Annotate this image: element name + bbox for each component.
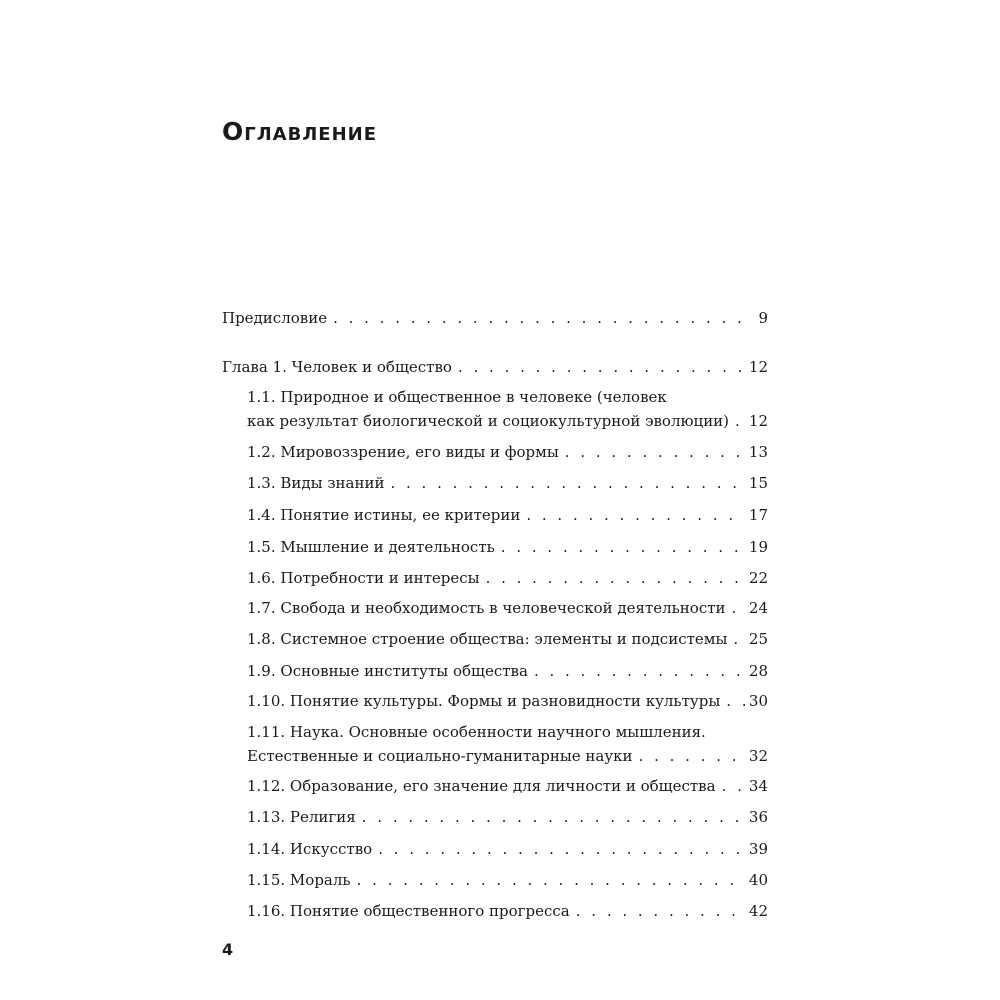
toc-entry-1-2: [247, 440, 768, 464]
toc-entry-page: 40: [748, 871, 768, 889]
dot-leader: [576, 899, 745, 923]
toc-entry-page: 17: [748, 506, 768, 524]
toc-entry-1-8: [247, 627, 768, 651]
toc-entry-page: 34: [748, 777, 768, 795]
toc-entry-1-11: [247, 720, 768, 768]
toc-entry-label-line1: 1.11. Наука. Основные особенности научного мышления.: [247, 723, 706, 741]
dot-leader: [735, 409, 745, 433]
toc-entry-1-14: [247, 837, 768, 861]
toc-entry-1-3: [247, 471, 768, 495]
toc-entry-1-1: [247, 385, 768, 433]
dot-leader: [458, 355, 745, 379]
toc-entry-page: 28: [748, 662, 768, 680]
toc-entry-label: 1.13. Религия: [247, 808, 356, 826]
toc-entry-label: как результат биологической и социокультурной эволюции): [247, 412, 730, 430]
toc-entry-page: 19: [748, 538, 768, 556]
toc-entry-label: 1.16. Понятие общественного прогресса: [247, 902, 570, 920]
toc-entry-page: 13: [748, 443, 768, 461]
toc-entry-page: 22: [748, 569, 768, 587]
toc-entry-page: 9: [758, 309, 768, 327]
dot-leader: [390, 471, 744, 495]
toc-entry-1-16: [247, 899, 768, 923]
toc-entry-label-line1: 1.1. Природное и общественное в человеке (человек: [247, 388, 667, 406]
toc-entry-1-15: [247, 868, 768, 892]
toc-entry-label: 1.14. Искусство: [247, 840, 373, 858]
dot-leader: [362, 805, 745, 829]
toc-entry-chapter-1: [222, 355, 768, 379]
toc-entry-1-13: [247, 805, 768, 829]
toc-entry-page: 32: [748, 747, 768, 765]
toc-entry-page: 39: [748, 840, 768, 858]
dot-leader: [732, 596, 745, 620]
toc-entry-label: 1.12. Образование, его значение для личности и общества: [247, 777, 716, 795]
toc-entry-label: 1.2. Мировоззрение, его виды и формы: [247, 443, 559, 461]
toc-entry-1-10: [247, 689, 768, 713]
toc-entry-1-6: [247, 566, 768, 590]
dot-leader: [722, 774, 745, 798]
toc-entry-1-12: [247, 774, 768, 798]
dot-leader: [501, 535, 745, 559]
toc-entry-label: Глава 1. Человек и общество: [222, 358, 452, 376]
toc-entry-page: 30: [748, 692, 768, 710]
toc-entry-label: 1.3. Виды знаний: [247, 474, 385, 492]
dot-leader: [534, 659, 745, 683]
page-number: 4: [222, 940, 234, 959]
dot-leader: [486, 566, 745, 590]
dot-leader: [565, 440, 745, 464]
toc-entry-label: 1.9. Основные институты общества: [247, 662, 528, 680]
toc-entry-1-4: [247, 503, 768, 527]
toc-entry-page: 25: [748, 630, 768, 648]
toc-entry-page: 24: [748, 599, 768, 617]
dot-leader: [357, 868, 745, 892]
toc-entry-label: 1.7. Свобода и необходимость в человеческой деятельности: [247, 599, 726, 617]
toc-entry-label: 1.4. Понятие истины, ее критерии: [247, 506, 521, 524]
toc-entry-page: 15: [748, 474, 768, 492]
dot-leader: [526, 503, 745, 527]
dot-leader: [733, 627, 745, 651]
toc-entry-label: Естественные и социально-гуманитарные науки: [247, 747, 633, 765]
dot-leader: [378, 837, 745, 861]
toc-entry-label: 1.8. Системное строение общества: элементы и подсистемы: [247, 630, 728, 648]
toc-entry-label: 1.6. Потребности и интересы: [247, 569, 480, 587]
dot-leader: [726, 689, 745, 713]
page-title: Оглавление: [222, 117, 377, 146]
toc-entry-label: 1.5. Мышление и деятельность: [247, 538, 495, 556]
toc-entry-label: 1.15. Мораль: [247, 871, 351, 889]
toc-entry-1-5: [247, 535, 768, 559]
toc-entry-page: 36: [748, 808, 768, 826]
dot-leader: [333, 306, 754, 330]
toc-entry-preface: [222, 306, 768, 330]
toc-entry-label: 1.10. Понятие культуры. Формы и разновидности культуры: [247, 692, 721, 710]
toc-entry-page: 12: [748, 358, 768, 376]
toc-entry-page: 12: [748, 412, 768, 430]
toc-entry-page: 42: [748, 902, 768, 920]
dot-leader: [639, 744, 745, 768]
toc-entry-1-7: [247, 596, 768, 620]
toc-entry-1-9: [247, 659, 768, 683]
toc-entry-label: Предисловие: [222, 309, 328, 327]
